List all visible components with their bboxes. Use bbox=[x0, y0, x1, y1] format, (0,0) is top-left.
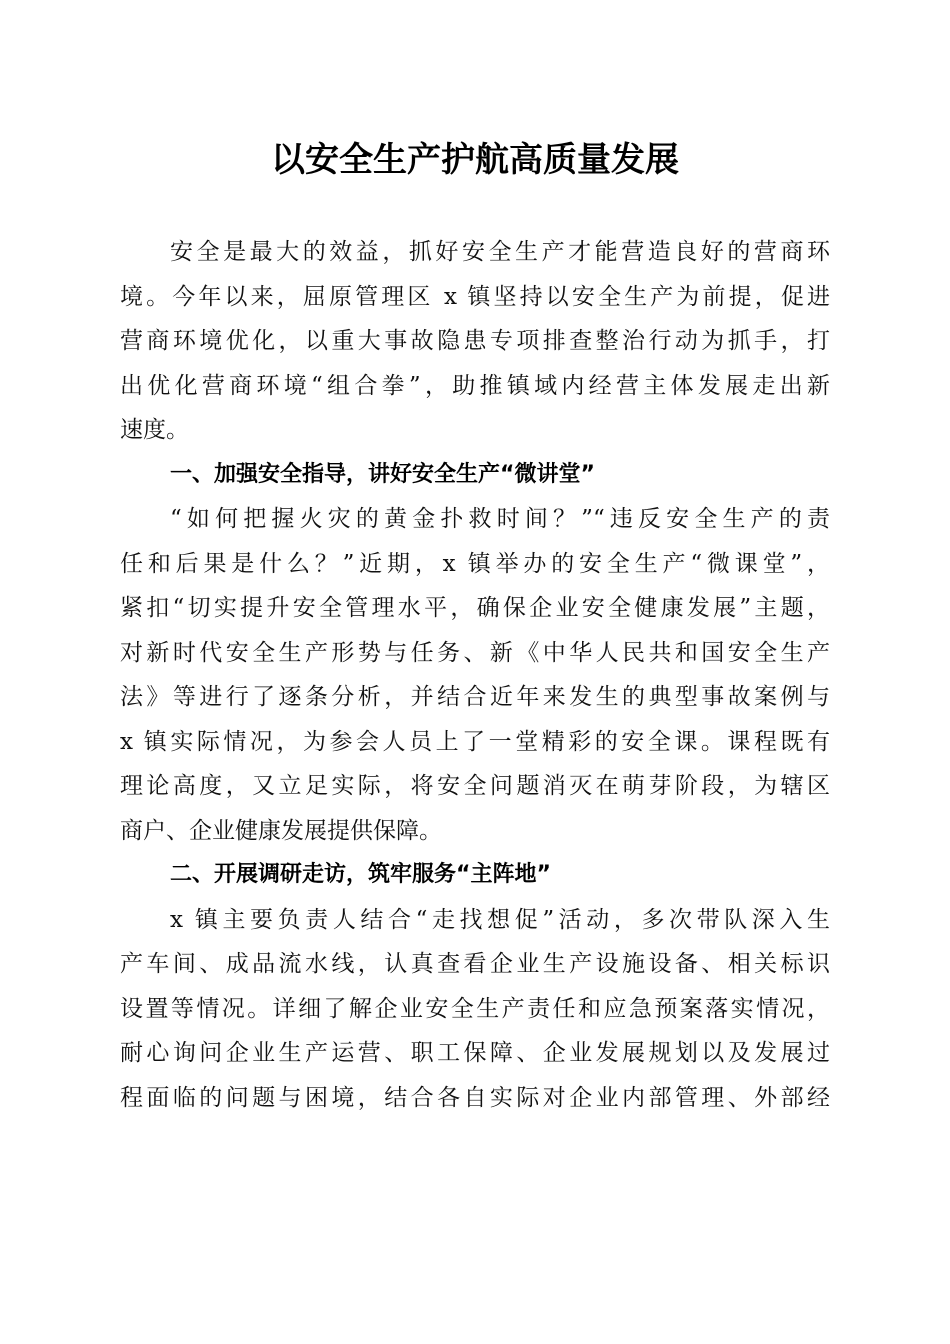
paragraph-line: 设置等情况。详细了解企业安全生产责任和应急预案落实情况， bbox=[120, 995, 830, 1022]
paragraph-line: 速度。 bbox=[120, 417, 189, 443]
paragraph-line: 任和后果是什么？”近期，x 镇举办的安全生产“微课堂”， bbox=[120, 550, 830, 577]
document-body bbox=[120, 230, 830, 1120]
paragraph-line: 安全是最大的效益，抓好安全生产才能营造良好的营商环 bbox=[170, 239, 830, 265]
section-heading: 二、开展调研走访，筑牢服务“主阵地” bbox=[170, 862, 551, 887]
document-title: 以安全生产护航高质量发展 bbox=[271, 140, 679, 180]
paragraph-line: 程面临的问题与困境，结合各自实际对企业内部管理、外部经 bbox=[120, 1084, 830, 1111]
paragraph-line: 产车间、成品流水线，认真查看企业生产设施设备、相关标识 bbox=[120, 951, 830, 977]
paragraph-line: 对新时代安全生产形势与任务、新《中华人民共和国安全生产 bbox=[120, 639, 830, 666]
paragraph-line: 耐心询问企业生产运营、职工保障、企业发展规划以及发展过 bbox=[120, 1040, 830, 1066]
paragraph-line: 境。今年以来，屈原管理区 x 镇坚持以安全生产为前提，促进 bbox=[120, 283, 830, 310]
paragraph-line: 紧扣“切实提升安全管理水平，确保企业安全健康发展”主题， bbox=[120, 595, 830, 621]
paragraph bbox=[120, 898, 830, 1121]
section-heading: 一、加强安全指导，讲好安全生产“微讲堂” bbox=[170, 461, 595, 487]
paragraph-line: 理论高度，又立足实际，将安全问题消灭在萌芽阶段，为辖区 bbox=[120, 773, 830, 799]
paragraph-line: 出优化营商环境“组合拳”，助推镇域内经营主体发展走出新 bbox=[120, 372, 830, 399]
paragraph-line: 营商环境优化，以重大事故隐患专项排查整治行动为抓手，打 bbox=[120, 328, 830, 354]
paragraph-line: x 镇实际情况，为参会人员上了一堂精彩的安全课。课程既有 bbox=[120, 728, 830, 755]
paragraph bbox=[120, 230, 830, 453]
paragraph-line: 法》等进行了逐条分析，并结合近年来发生的典型事故案例与 bbox=[120, 684, 830, 710]
paragraph-line: 商户、企业健康发展提供保障。 bbox=[120, 817, 442, 844]
paragraph bbox=[120, 497, 830, 853]
paragraph-line: x 镇主要负责人结合“走找想促”活动，多次带队深入生 bbox=[170, 906, 830, 933]
paragraph-line: “如何把握火灾的黄金扑救时间？”“违反安全生产的责 bbox=[170, 506, 830, 532]
